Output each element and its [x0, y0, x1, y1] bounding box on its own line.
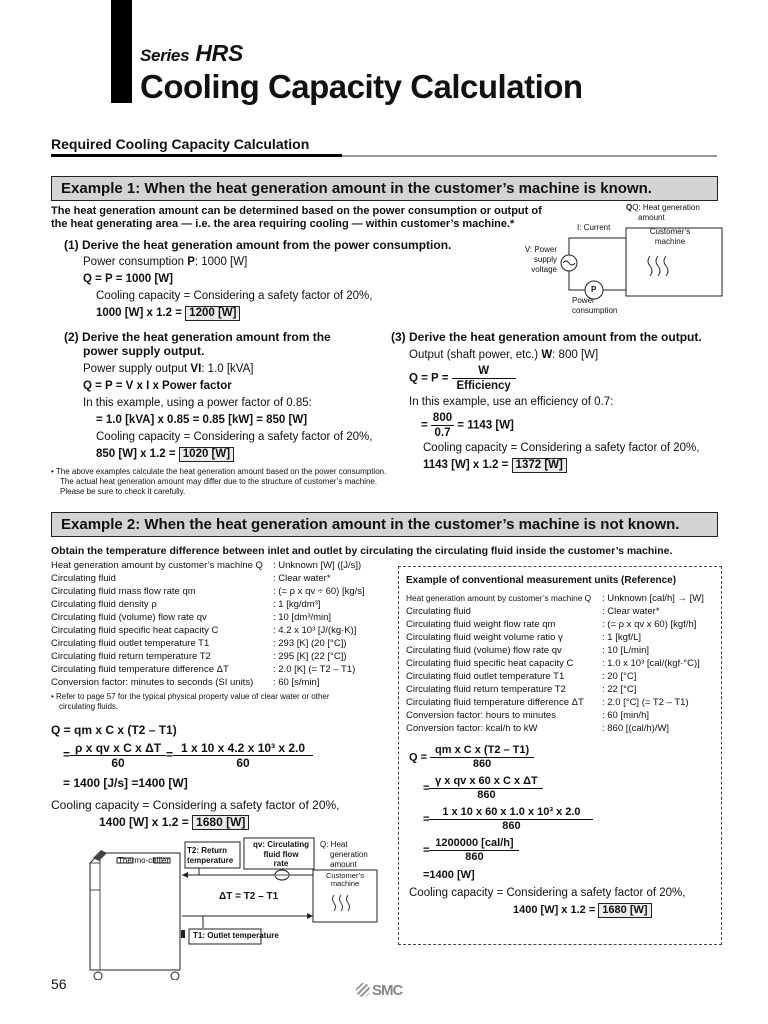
step1	[64, 238, 494, 321]
diagram1-power-label: Power consumption	[572, 296, 618, 315]
example2-note: • Refer to page 57 for the typical physical property value of clear water or other	[51, 692, 330, 701]
step1-calc: 1000 [W] x 1.2 = 1200 [W]	[96, 306, 494, 321]
step1-heading: (1) Derive the heat generation amount from the power consumption.	[64, 238, 452, 252]
step2-formula: Q = P = V x I x Power factor	[83, 380, 232, 392]
ref-row: Circulating fluid outlet temperature T1 : 20 [°C]	[406, 671, 637, 682]
example2-calc: Q = qm x C x (T2 – T1) = $\frac{\text{ρ x qv x C x ΔT}}{60}$ = $\frac{\text{1 x 10 x 4.2 x 10³ x 2.0}}{60}$ = 1400 [J/s] =1400 [W] Cooling capacity = Considering a safety factor of 20%, 1400 [W] x 1.2 = 1680 [W]	[51, 723, 340, 829]
ref-row: Circulating fluid (volume) flow rate qv : 10 [L/min]	[406, 645, 649, 656]
section-rule	[51, 154, 342, 157]
step1-result: 1200 [W]	[185, 306, 240, 321]
diagram2-machine: Customer’s machine	[325, 871, 365, 888]
ref-row: Circulating fluid specific heat capacity C : 1.0 x 10³ [cal/(kgf·°C)]	[406, 658, 700, 669]
param-row: Circulating fluid return temperature T2 : 295 [K] (22 [°C])	[51, 651, 347, 662]
ref-row: Circulating fluid temperature difference ΔT : 2.0 [°C] (= T2 – T1)	[406, 697, 689, 708]
param-row: Circulating fluid temperature difference ΔT : 2.0 [K] (= T2 – T1)	[51, 664, 356, 675]
reference-params	[406, 592, 721, 735]
step1-cooling-text: Cooling capacity = Considering a safety factor of 20%,	[96, 290, 373, 302]
heat-generation-label: Q: Heat generation amount	[320, 840, 368, 869]
ref-row: Circulating fluid weight flow rate qm : (= ρ x qv x 60) [kgf/h]	[406, 619, 697, 630]
step3-result: 1372 [W]	[512, 458, 567, 473]
step2-result: 1020 [W]	[179, 447, 234, 462]
diagram1-voltage-label: V: Power supply voltage	[524, 245, 557, 274]
ref-row: Circulating fluid weight volume ratio γ : 1 [kgf/L]	[406, 632, 642, 643]
section-rule-light	[342, 155, 717, 157]
param-row: Circulating fluid : Clear water*	[51, 573, 331, 584]
example1-footnote: • The above examples calculate the heat generation amount based on the power consumption. The actual heat generation amount may differ due to the structure of customer’s machine. Please be sure to check it carefully.	[51, 467, 387, 496]
series-label: Series HRS	[140, 40, 244, 66]
param-row: Circulating fluid mass flow rate qm : (= ρ x qv ÷ 60) [kg/s]	[51, 586, 365, 597]
ref-row: Circulating fluid : Clear water*	[406, 606, 660, 617]
example1-banner: Example 1: When the heat generation amount in the customer’s machine is known.	[51, 176, 718, 201]
heat-waves-icon	[648, 256, 668, 276]
flow-rate-label: qv: Circulating fluid flow rate	[252, 840, 309, 868]
title-accent-bar	[111, 0, 132, 103]
reference-title: Example of conventional measurement units (Reference)	[406, 575, 677, 586]
example2-intro: Obtain the temperature difference between inlet and outlet by circulating the circulating fluid inside the customer’s machine.	[51, 545, 673, 557]
ref-row: Conversion factor: kcal/h to kW : 860 [(cal/h)/W]	[406, 723, 670, 734]
param-row: Circulating fluid outlet temperature T1 : 293 [K] (20 [°C])	[51, 638, 347, 649]
example1-intro: The heat generation amount can be determined based on the power consumption or output of the heat generating area — i.e. the area requiring cooling — within customer’s machine.*	[51, 205, 542, 230]
reference-result: 1680 [W]	[598, 903, 651, 918]
param-row: Circulating fluid density ρ : 1 [kg/dm³]	[51, 599, 321, 610]
section-title: Required Cooling Capacity Calculation	[51, 136, 310, 152]
param-row: Conversion factor: minutes to seconds (SI units) : 60 [s/min]	[51, 677, 320, 688]
step1-given: Power consumption P: 1000 [W]	[83, 256, 248, 268]
reference-calc: Q = $\frac{\text{qm x C x (T2 – T1)}}{860}$ = $\frac{\text{γ x qv x 60 x C x ΔT}}{860}$ = $\frac{\text{1 x 10 x 60 x 1.0 x 10³ x 2.0}}{860}$ = $\frac{\text{1200000 [cal/h]}}{860}$ =1400 [W] Cooling capacity = Considering a safety factor of 20%, 1400 [W] x 1.2 = 1680 [W]	[409, 744, 686, 916]
param-row: Circulating fluid (volume) flow rate qv : 10 [dm³/min]	[51, 612, 332, 623]
diagram1-q-label: QQ: Heat generation	[626, 203, 700, 212]
diagram1-machine: Customer’s machine	[649, 227, 691, 246]
page-number: 56	[51, 976, 67, 992]
ref-row: Circulating fluid return temperature T2 : 22 [°C]	[406, 684, 637, 695]
step2: (2) Derive the heat generation amount from the power supply output. Power supply output VI: 1.0 [kVA] Q = P = V x I x Power factor In this example, using a power factor of 0.85: = 1.0 [kVA] x 0.85 = 0.85 [kW] = 850 [W] Cooling capacity = Considering a safety factor of 20%, 850 [W] x 1.2 = 1020 [W]	[64, 330, 394, 462]
step1-formula: Q = P = 1000 [W]	[83, 273, 173, 285]
step3: (3) Derive the heat generation amount from the output. Output (shaft power, etc.) W: 800 [W] Q = P = $\frac{W}{\text{Efficiency}}$ In this example, use an efficiency of 0.7: = $\frac{800}{0.7}$ = 1143 [W] Cooling capacity = Considering a safety factor of 20%, 1143 [W] x 1.2 = 1372 [W]	[391, 330, 721, 473]
thermo-chiller-label: Thermo-chiller	[118, 856, 170, 865]
example2-params: Heat generation amount by customer’s machine Q : Unknown [W] ([J/s]) Circulating fluid : Clear water* Circulating fluid mass flow rate qm : (= ρ x qv ÷ 60) [kg/s] Circulating fluid density ρ : 1 [kg/dm³] Circulating fluid (volume) flow rate qv : 10 [dm³/min] Circulating fluid specific heat capacity C : 4.2 x 10³ [J/(kg·K)] Circulating fluid outlet temperature T1 : 293 [K] (20 [°C]) Circulating fluid return temperature T2 : 295 [K] (22 [°C]) Circulating fluid temperature difference ΔT : 2.0 [K] (= T2 – T1) Conversion factor: minutes to seconds (SI units) : 60 [s/min] • Refer to page 57 for the typical physical property value of clear water or other circulating fluids.	[51, 559, 396, 712]
thermo-chiller-icon	[90, 850, 185, 980]
delta-t-label: ΔT = T2 – T1	[219, 891, 279, 902]
step3-formula: Q = P = $\frac{W}{\text{Efficiency}}$	[409, 364, 721, 393]
smc-logo-icon	[356, 983, 370, 997]
param-row: Circulating fluid specific heat capacity C : 4.2 x 10³ [J/(kg·K)]	[51, 625, 357, 636]
ref-row: Heat generation amount by customer’s machine Q : Unknown [cal/h] → [W]	[406, 593, 704, 604]
example2-banner: Example 2: When the heat generation amount in the customer’s machine is not known.	[51, 512, 718, 537]
smc-logo: SMC	[356, 982, 402, 999]
param-row: Heat generation amount by customer’s machine Q : Unknown [W] ([J/s])	[51, 560, 362, 571]
diagram1-current-label: I: Current	[577, 223, 611, 232]
page-title: Cooling Capacity Calculation	[140, 68, 583, 105]
outlet-temp-label: T1: Outlet temperature	[193, 931, 279, 940]
example2-result: 1680 [W]	[192, 815, 249, 830]
ref-row: Conversion factor: hours to minutes : 60 [min/h]	[406, 710, 649, 721]
return-temp-label: T2: Return temperature	[187, 846, 234, 865]
